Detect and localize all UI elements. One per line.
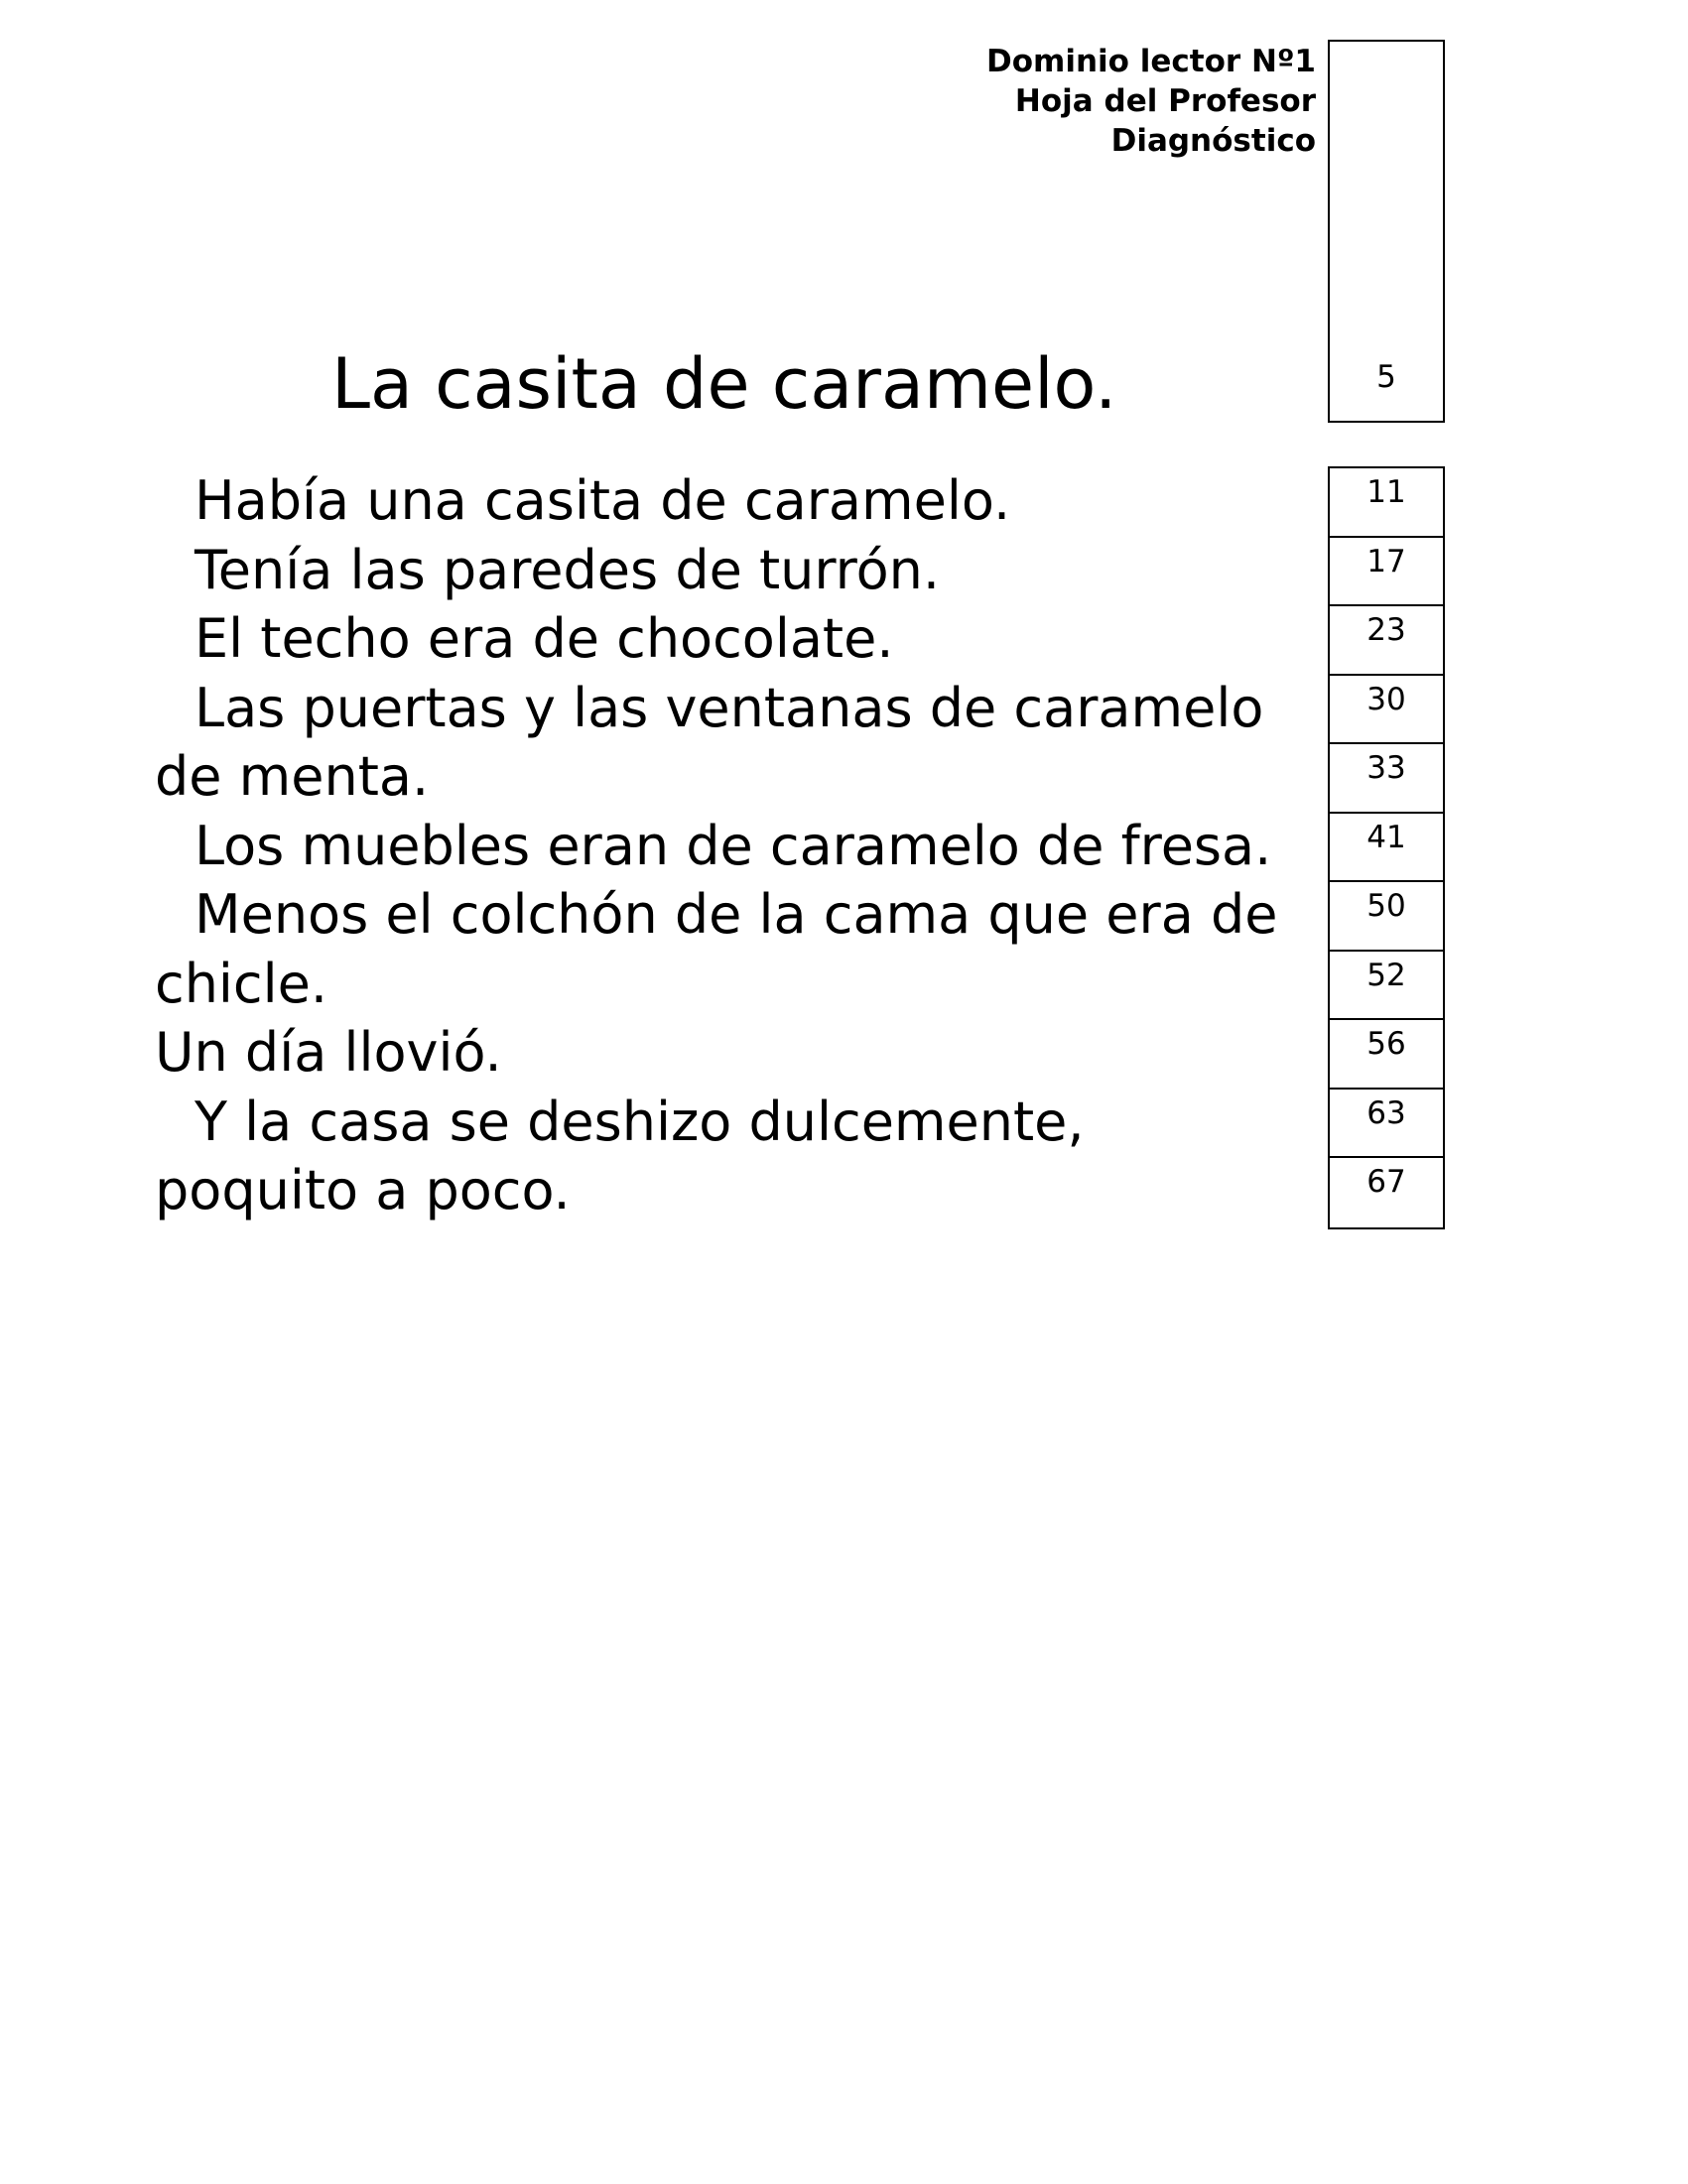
header-type: Diagnóstico: [1110, 123, 1316, 159]
word-count-cell: 33: [1330, 744, 1443, 814]
story-line: Y la casa se deshizo dulcemente,: [195, 1090, 1085, 1153]
story-line: Menos el colchón de la cama que era de: [195, 883, 1278, 946]
word-count-cell: 50: [1330, 882, 1443, 952]
header-subtitle: Hoja del Profesor: [1014, 83, 1316, 119]
word-count-cell: 17: [1330, 538, 1443, 607]
word-count-cell: 30: [1330, 676, 1443, 745]
story-line: poquito a poco.: [155, 1159, 571, 1221]
story-title: La casita de caramelo.: [331, 343, 1117, 425]
story-line: Un día llovió.: [155, 1021, 502, 1084]
word-count-cell: 41: [1330, 814, 1443, 883]
story-line: Había una casita de caramelo.: [195, 469, 1011, 532]
title-word-count: 5: [1376, 359, 1396, 395]
word-count-cell: 63: [1330, 1090, 1443, 1159]
word-count-cell: 67: [1366, 1164, 1406, 1200]
document-header: [873, 42, 1316, 161]
story-line: de menta.: [155, 745, 430, 808]
word-count-cell: 52: [1330, 952, 1443, 1021]
header-title: Dominio lector Nº1: [986, 44, 1316, 79]
title-word-count-box: [1328, 40, 1445, 423]
story-line: El techo era de chocolate.: [195, 607, 894, 670]
story-line: Los muebles eran de caramelo de fresa.: [195, 814, 1272, 877]
story-line: Tenía las paredes de turrón.: [195, 538, 941, 601]
word-count-cell: 23: [1330, 606, 1443, 676]
word-count-cell: 56: [1330, 1020, 1443, 1090]
word-count-cell: 11: [1330, 468, 1443, 538]
word-count-column: [1328, 466, 1445, 1229]
story-line: chicle.: [155, 952, 327, 1015]
story-line: Las puertas y las ventanas de caramelo: [195, 676, 1264, 739]
story-text: [155, 466, 1326, 1225]
